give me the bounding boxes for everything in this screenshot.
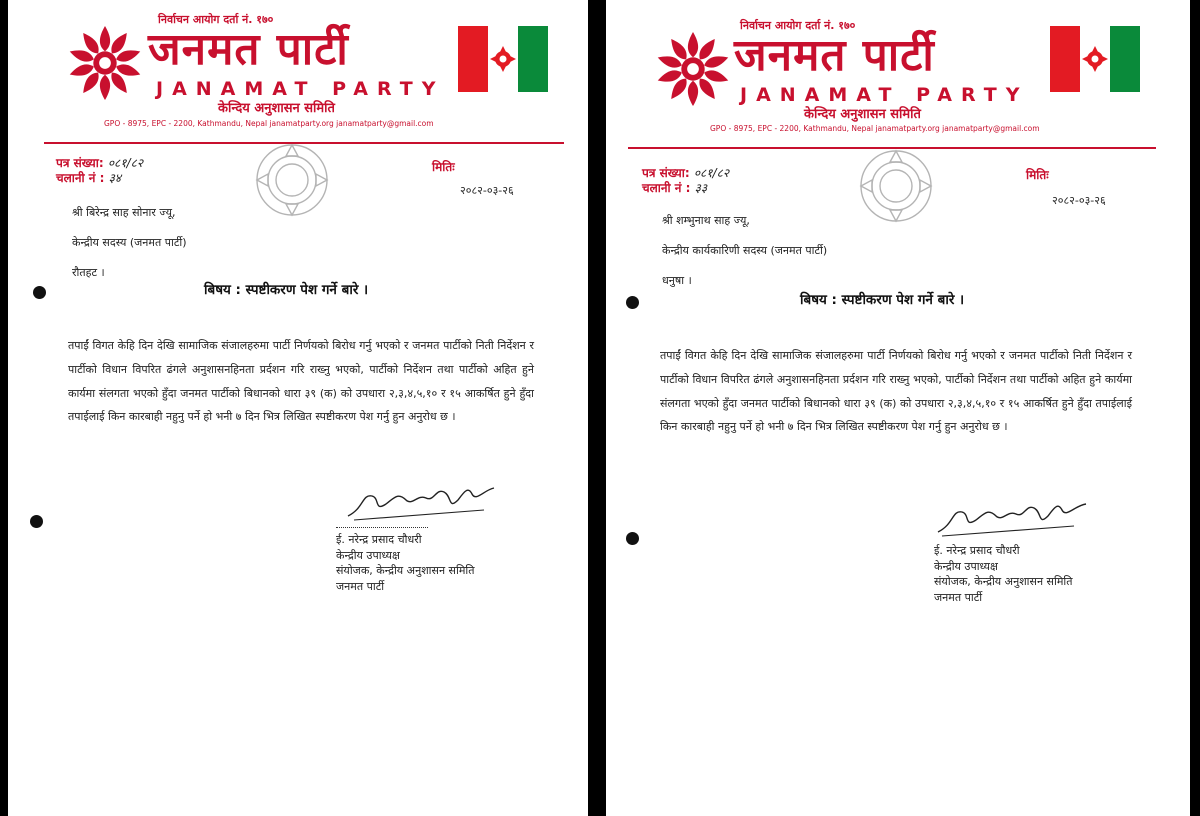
subject-line: बिषय : स्पष्टीकरण पेश गर्ने बारे । [800, 292, 965, 308]
date-value: २०८२-०३-२६ [1052, 194, 1106, 207]
punch-hole [626, 532, 639, 545]
signer-block [336, 532, 475, 594]
recipient-address [662, 206, 827, 296]
contact-line: GPO - 8975, EPC - 2200, Kathmandu, Nepal janamatparty.org janamatparty@gmail.com [104, 119, 434, 128]
recipient-name: श्री बिरेन्द्र साह सोनार ज्यू, [72, 206, 176, 219]
signature-icon [344, 480, 504, 524]
signer-title: केन्द्रीय उपाध्यक्ष [934, 559, 998, 573]
date-label: मितिः [1026, 168, 1049, 182]
stamp-seal-icon [856, 146, 936, 226]
dispatch-number-label: चलानी नं : [642, 181, 691, 195]
party-flag-icon [1050, 26, 1140, 92]
letter-page-right [606, 0, 1190, 816]
signer-title: केन्द्रीय उपाध्यक्ष [336, 548, 400, 562]
signature-line [336, 527, 428, 528]
date-label: मितिः [432, 160, 455, 174]
recipient-location: रौतहट । [72, 266, 105, 279]
letterhead [8, 0, 588, 150]
recipient-location: धनुषा । [662, 274, 692, 287]
stamp-seal-icon [252, 140, 332, 220]
letter-number-value: ०८१/८२ [107, 156, 144, 170]
signer-role: संयोजक, केन्द्रीय अनुशासन समिति [336, 564, 475, 577]
dispatch-number [642, 181, 707, 195]
recipient-role: केन्द्रीय कार्यकारिणी सदस्य (जनमत पार्टी) [662, 244, 828, 257]
letter-number-value: ०८१/८२ [693, 166, 730, 180]
letter-body: तपाईं विगत केहि दिन देखि सामाजिक संजालहरुमा पार्टी निर्णयको बिरोध गर्नु भएको र जनमत पार्टीको निती निर्देशन र पार्टीको विधान विपरित ढंगले अनुशासनहिनता प्रर्दशन गरि राख्नु भएको, पार्टीको निर्देशन तथा पार्टीको अहित हुने कार्यमा संलगता भएको हुँदा जनमत पार्टीको बिधानको धारा ३९ (क) को उपधारा २,३,४,५,१० र १५ आकर्षित हुने हुँदा तपाईलाई किन कारबाही नहुनु पर्ने हो भनी ७ दिन भित्र लिखित स्पष्टीकरण पेश गर्नु हुन अनुरोध छ । [68, 339, 534, 424]
signer-party: जनमत पार्टी [336, 579, 385, 593]
lotus-logo-icon [654, 30, 732, 108]
letter-page-left [8, 0, 588, 816]
recipient-role: केन्द्रीय सदस्य (जनमत पार्टी) [72, 236, 187, 249]
letter-number [642, 166, 729, 180]
letter-number [56, 156, 143, 170]
registration-number: निर्वाचन आयोग दर्ता नं. १७० [740, 19, 856, 32]
signature-icon [934, 494, 1094, 540]
contact-line: GPO - 8975, EPC - 2200, Kathmandu, Nepal janamatparty.org janamatparty@gmail.com [710, 124, 1040, 133]
party-name-english: JANAMAT PARTY [740, 84, 1029, 106]
letter-number-label: पत्र संख्या: [642, 166, 690, 180]
dispatch-number [56, 171, 121, 185]
committee-name: केन्दिय अनुशासन समिति [218, 101, 335, 116]
letter-number-label: पत्र संख्या: [56, 156, 104, 170]
party-name-nepali: जनमत पार्टी [148, 24, 349, 75]
dispatch-number-value: ३३ [694, 181, 708, 195]
committee-name: केन्दिय अनुशासन समिति [804, 107, 921, 122]
signer-party: जनमत पार्टी [934, 590, 983, 604]
recipient-name: श्री शम्भुनाथ साह ज्यू, [662, 214, 750, 227]
lotus-logo-icon [66, 24, 144, 102]
signer-name: ई. नरेन्द्र प्रसाद चौधरी [934, 544, 1020, 557]
signer-block [934, 543, 1073, 605]
punch-hole [33, 286, 46, 299]
punch-hole [30, 515, 43, 528]
registration-number: निर्वाचन आयोग दर्ता नं. १७० [158, 13, 274, 26]
signer-role: संयोजक, केन्द्रीय अनुशासन समिति [934, 575, 1073, 588]
letterhead [606, 0, 1190, 150]
party-flag-icon [458, 26, 548, 92]
date-value: २०८२-०३-२६ [460, 184, 514, 197]
dispatch-number-label: चलानी नं : [56, 171, 105, 185]
subject-line: बिषय : स्पष्टीकरण पेश गर्ने बारे । [204, 282, 369, 298]
punch-hole [626, 296, 639, 309]
party-name-nepali: जनमत पार्टी [734, 30, 935, 81]
party-name-english: JANAMAT PARTY [156, 78, 445, 100]
dispatch-number-value: ३४ [108, 171, 122, 185]
letter-body: तपाईं विगत केहि दिन देखि सामाजिक संजालहरुमा पार्टी निर्णयको बिरोध गर्नु भएको र जनमत पार्टीको निती निर्देशन र पार्टीको विधान विपरित ढंगले अनुशासनहिनता प्रर्दशन गरि राख्नु भएको, पार्टीको निर्देशन तथा पार्टीको अहित हुने कार्यमा संलगता भएको हुँदा जनमत पार्टीको बिधानको धारा ३९ (क) को उपधारा २,३,४,५,१० र १५ आकर्षित हुने हुँदा तपाईलाई किन कारबाही नहुनु पर्ने हो भनी ७ दिन भित्र लिखित स्पष्टीकरण पेश गर्नु हुन अनुरोध छ । [660, 349, 1132, 434]
signer-name: ई. नरेन्द्र प्रसाद चौधरी [336, 533, 422, 546]
recipient-address [72, 198, 187, 288]
